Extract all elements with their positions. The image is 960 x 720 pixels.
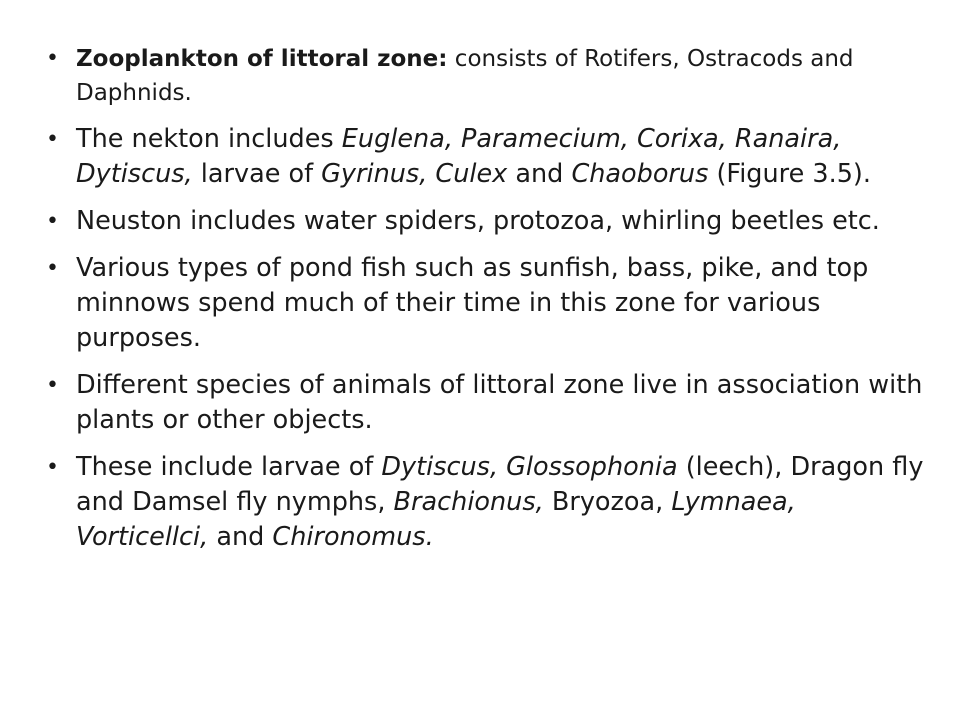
bullet-segment: and [507,159,572,189]
bullet-text [76,42,926,110]
bullet-text [76,450,926,555]
bullet-item-pond-fish [46,251,926,356]
bullet-text [76,122,926,192]
bullet-item-nekton [46,122,926,192]
bullet-lead: Zooplankton of littoral zone: [76,46,448,72]
species-names: Gyrinus, Culex [321,159,508,189]
bullet-segment: Bryozoa, [543,487,672,517]
species-names: Lymnaea, Vorticellci, [76,487,796,552]
bullet-segment: (Figure 3.5). [708,159,871,189]
bullet-item-zooplankton [46,42,926,110]
bullet-text: Various types of pond fish such as sunfish, bass, pike, and top minnows spend much of their time in this zone for various purposes. [76,253,869,353]
bullet-icon: • [46,127,59,152]
species-names: Brachionus, [393,487,544,517]
bullet-segment: (leech), Dragon fly and Damsel fly nymphs, [76,452,924,517]
bullet-text: Different species of animals of littoral zone live in association with plants or other objects. [76,370,923,435]
bullet-icon: • [46,455,59,480]
bullet-item-association [46,368,926,438]
species-names: Chironomus. [272,522,434,552]
bullet-segment: and [208,522,273,552]
bullet-icon: • [46,256,59,281]
species-names: Chaoborus [571,159,709,189]
bullet-segment: These include larvae of [76,452,382,482]
bullet-text: Neuston includes water spiders, protozoa, whirling beetles etc. [76,206,880,236]
species-names: Euglena, Paramecium, Corixa, Ranaira, Dytiscus, [76,124,842,189]
bullet-icon: • [46,209,59,234]
bullet-item-neuston [46,204,926,239]
bullet-list [46,42,926,567]
bullet-segment: larvae of [192,159,322,189]
bullet-segment: The nekton includes [76,124,342,154]
species-names: Dytiscus, Glossophonia [381,452,678,482]
bullet-segment: consists of Rotifers, Ostracods and Daphnids. [76,46,854,106]
bullet-icon: • [46,373,59,398]
bullet-icon: • [46,46,59,71]
bullet-item-larvae [46,450,926,555]
